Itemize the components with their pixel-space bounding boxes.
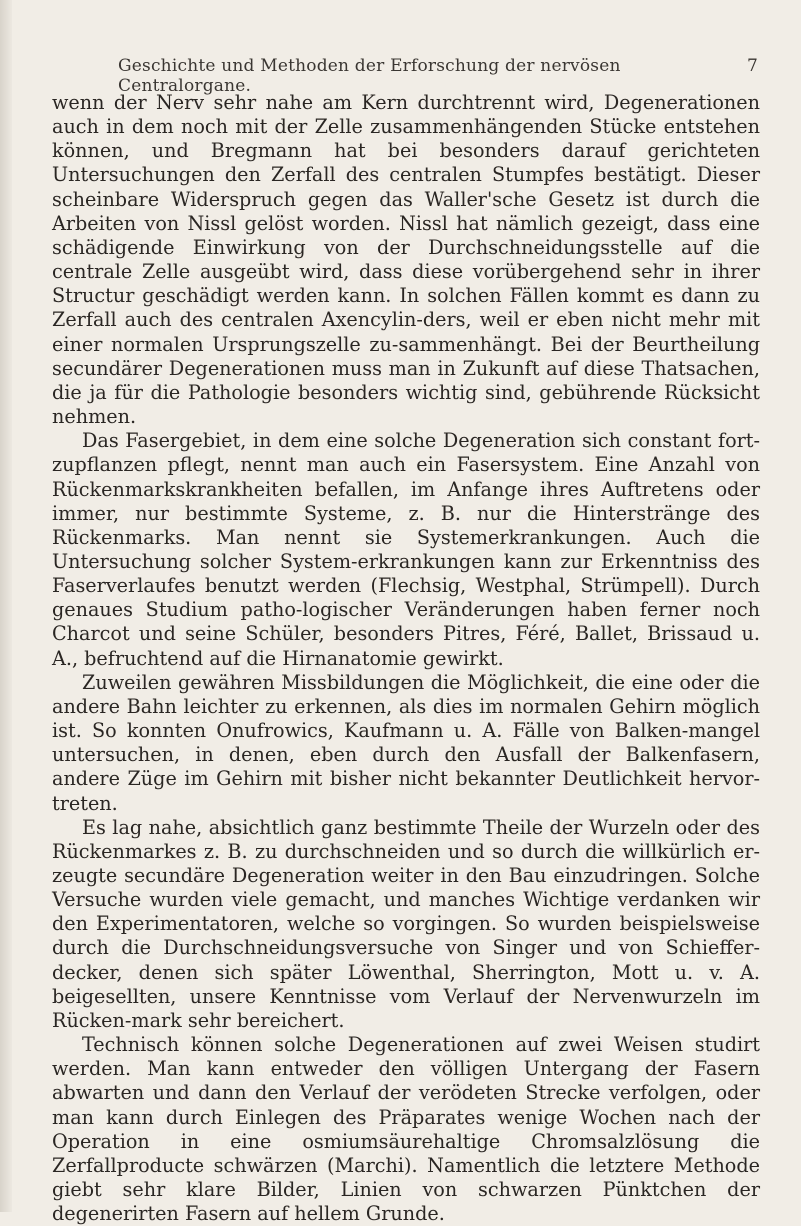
page-body (52, 91, 760, 1226)
paragraph-4: Es lag nahe, absichtlich ganz bestimmte Theile der Wurzeln oder des Rückenmarkes z. B. zu durchschneiden und so durch die willkürlich er-zeugte secundäre Degeneration weiter in den Bau einzudringen. Solche Versuche wurden viele gemacht, und manches Wichtige verdanken wir den Experimentatoren, welche so vorgingen. So wurden beispielsweise durch die Durchschneidungsversuche von Singer und von Schieffer-decker, denen sich später Löwenthal, Sherrington, Mott u. v. A. beigesellten, unsere Kenntnisse vom Verlauf der Nervenwurzeln im Rücken-mark sehr bereichert. (52, 815, 760, 1032)
paragraph-5: Technisch können solche Degenerationen auf zwei Weisen studirt werden. Man kann entweder den völligen Untergang der Fasern abwarten und dann den Verlauf der verödeten Strecke verfolgen, oder man kann durch Einlegen des Präparates wenige Wochen nach der Operation in eine osmiumsäurehaltige Chromsalzlösung die Zerfallproducte schwärzen (Marchi). Namentlich die letztere Methode giebt sehr klare Bilder, Linien von schwarzen Pünktchen der degenerirten Fasern auf hellem Grunde. (52, 1033, 760, 1226)
paragraph-1: wenn der Nerv sehr nahe am Kern durchtrennt wird, Degenerationen auch in dem noch mit der Zelle zusammenhängenden Stücke entstehen können, und Bregmann hat bei besonders darauf gerichteten Untersuchungen den Zerfall des centralen Stumpfes bestätigt. Dieser scheinbare Widerspruch gegen das Waller'sche Gesetz ist durch die Arbeiten von Nissl gelöst worden. Nissl hat nämlich gezeigt, dass eine schädigende Einwirkung von der Durchschneidungsstelle auf die centrale Zelle ausgeübt wird, dass diese vorübergehend sehr in ihrer Structur geschädigt werden kann. In solchen Fällen kommt es dann zu Zerfall auch des centralen Axencylin-ders, weil er eben nicht mehr mit einer normalen Ursprungszelle zu-sammenhängt. Bei der Beurtheilung secundärer Degenerationen muss man in Zukunft auf diese Thatsachen, die ja für die Pathologie besonders wichtig sind, gebührende Rücksicht nehmen. (52, 91, 760, 429)
running-header (118, 56, 758, 96)
page-number: 7 (746, 56, 758, 76)
paragraph-2: Das Fasergebiet, in dem eine solche Degeneration sich constant fort-zupflanzen pflegt, nennt man auch ein Fasersystem. Eine Anzahl von Rückenmarkskrankheiten befallen, im Anfange ihres Auftretens oder immer, nur bestimmte Systeme, z. B. nur die Hinterstränge des Rückenmarks. Man nennt sie Systemerkrankungen. Auch die Untersuchung solcher System-erkrankungen kann zur Erkenntniss des Faserverlaufes benutzt werden (Flechsig, Westphal, Strümpell). Durch genaues Studium patho-logischer Veränderungen haben ferner noch Charcot und seine Schüler, besonders Pitres, Féré, Ballet, Brissaud u. A., befruchtend auf die Hirnanatomie gewirkt. (52, 429, 760, 670)
header-title: Geschichte und Methoden der Erforschung der nervösen Centralorgane. (118, 56, 621, 96)
paragraph-3: Zuweilen gewähren Missbildungen die Möglichkeit, die eine oder die andere Bahn leichter zu erkennen, als dies im normalen Gehirn möglich ist. So konnten Onufrowics, Kaufmann u. A. Fälle von Balken-mangel untersuchen, in denen, eben durch den Ausfall der Balkenfasern, andere Züge im Gehirn mit bisher nicht bekannter Deutlichkeit hervor-treten. (52, 670, 760, 815)
page-binding-edge (0, 0, 12, 1212)
